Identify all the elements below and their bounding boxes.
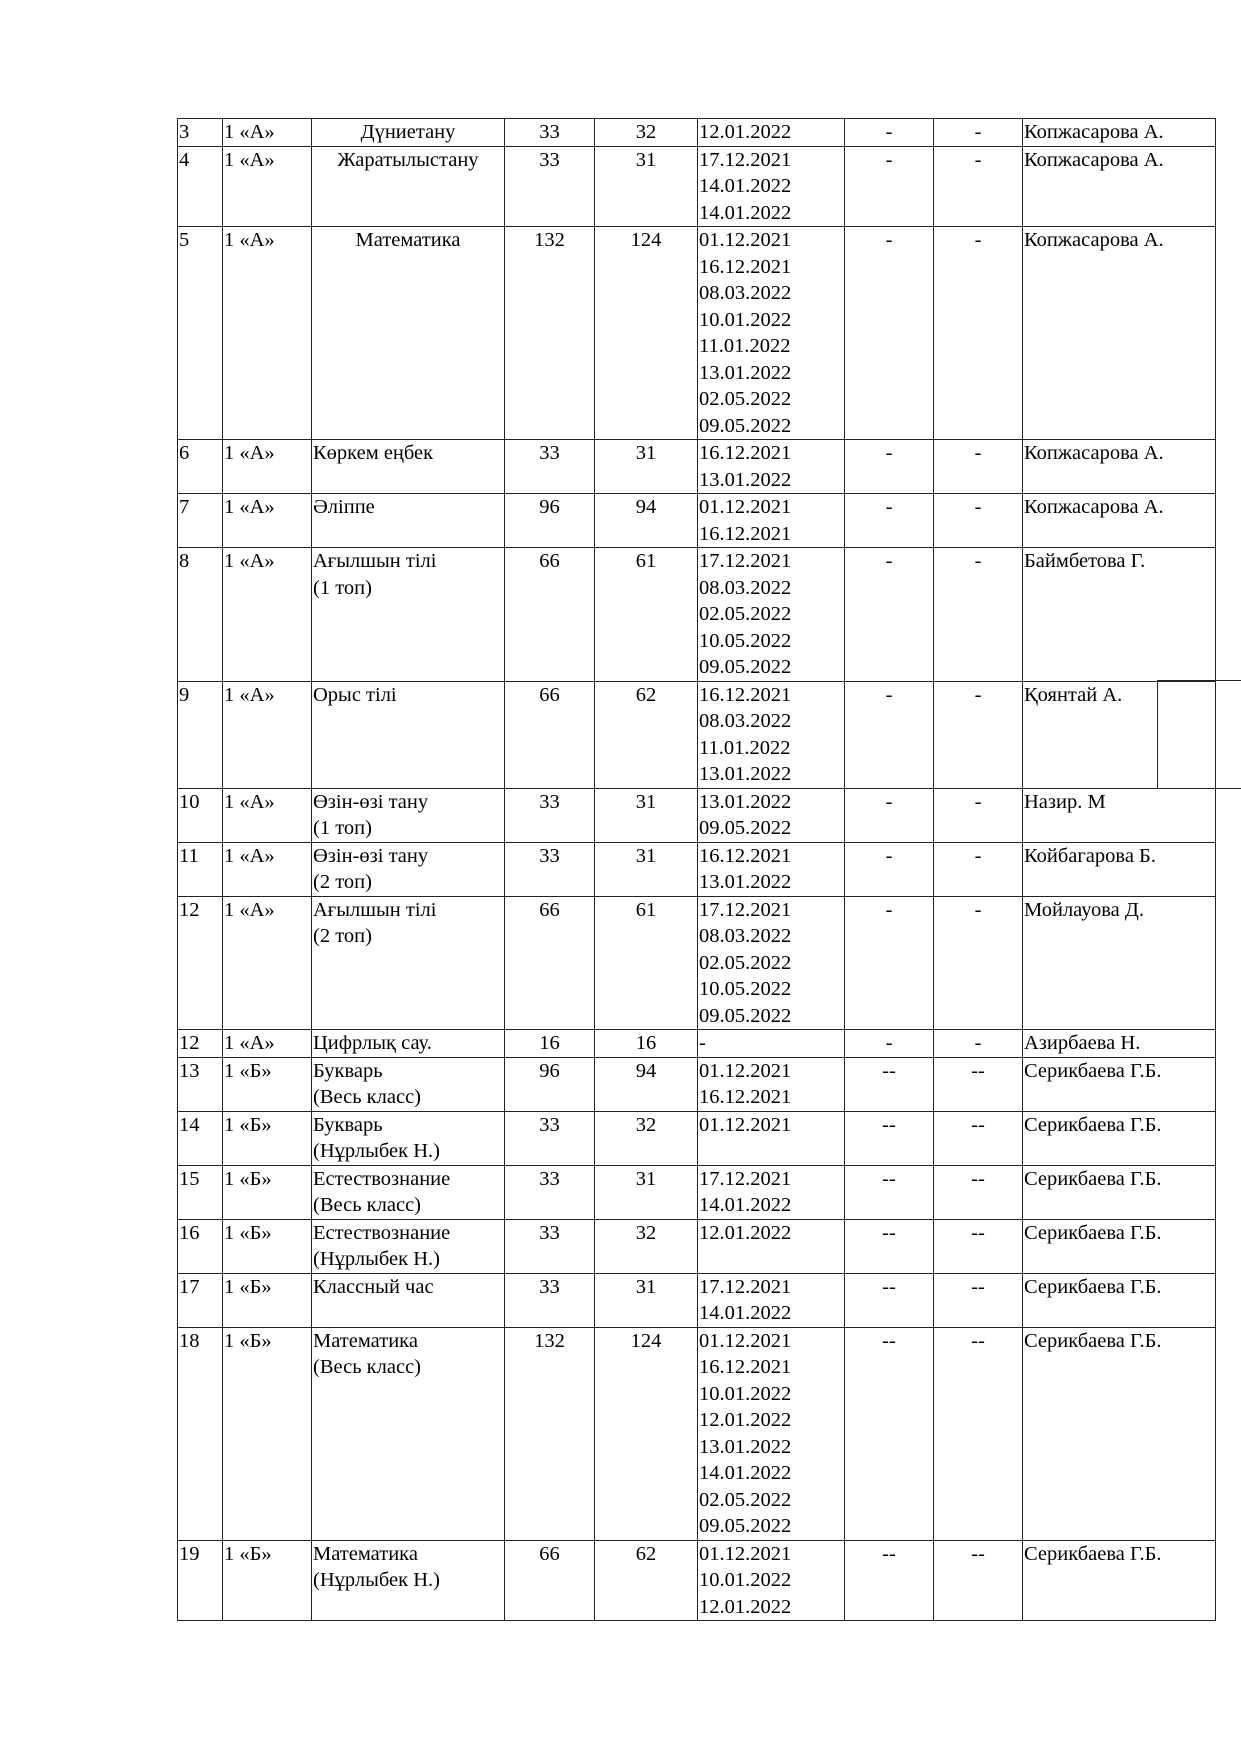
teacher-cell: Серикбаева Г.Б. [1023,1540,1216,1621]
actual-hours-cell: 31 [595,788,698,842]
dates-cell [698,1540,845,1621]
subject-cell-line: (1 топ) [313,817,372,839]
subject-cell-line: Ағылшын тілі [313,898,437,921]
table-row [178,1057,1216,1111]
dates-cell-line: 10.05.2022 [699,978,792,1000]
dates-cell [698,1165,845,1219]
planned-hours-cell: 66 [505,896,595,1030]
table-row [178,681,1216,788]
dates-cell-line: 16.12.2021 [699,1356,792,1378]
teacher-cell: Серикбаева Г.Б. [1023,1327,1216,1540]
dates-cell-line: 09.05.2022 [699,414,792,437]
row-number-cell: 14 [178,1111,223,1165]
subject-cell-line: (Нұрлыбек Н.) [313,1140,440,1162]
actual-hours-cell: 62 [595,1540,698,1621]
subject-cell [312,1057,505,1111]
table-row [178,1273,1216,1327]
class-cell: 1 «А» [223,681,312,788]
dates-cell [698,1111,845,1165]
subject-cell [312,146,505,227]
dates-cell [698,494,845,548]
actual-hours-cell: 31 [595,440,698,494]
actual-hours-cell: 62 [595,681,698,788]
subject-cell [312,1327,505,1540]
dash-cell: - [934,494,1023,548]
teacher-cell: Назир. М [1023,788,1216,842]
table-row [178,842,1216,896]
row-number-cell: 12 [178,896,223,1030]
subject-cell-line: Естествознание [313,1167,451,1190]
planned-hours-cell: 96 [505,494,595,548]
dash-cell: -- [845,1327,934,1540]
dates-cell-line: 13.01.2022 [699,1435,792,1458]
dates-cell [698,1273,845,1327]
teacher-cell: Серикбаева Г.Б. [1023,1165,1216,1219]
dates-cell-line: 13.01.2022 [699,871,792,893]
actual-hours-cell: 31 [595,1165,698,1219]
actual-hours-cell: 61 [595,548,698,682]
dash-cell: -- [934,1219,1023,1273]
dash-cell: -- [845,1165,934,1219]
subject-cell-line: (Нұрлыбек Н.) [313,1248,440,1270]
table-row [178,788,1216,842]
row-number-cell: 16 [178,1219,223,1273]
dash-cell: -- [934,1111,1023,1165]
dates-cell-line: 14.01.2022 [699,201,792,224]
actual-hours-cell: 124 [595,227,698,440]
subject-cell-line: (2 топ) [313,871,372,893]
planned-hours-cell: 33 [505,119,595,147]
row-number-cell: 11 [178,842,223,896]
dash-cell: - [934,681,1023,788]
actual-hours-cell: 31 [595,1273,698,1327]
dash-cell: - [934,227,1023,440]
table-row [178,1030,1216,1058]
dates-cell-line: 08.03.2022 [699,576,792,599]
dates-cell-line: 13.01.2022 [699,468,792,491]
class-cell: 1 «А» [223,842,312,896]
table-row [178,494,1216,548]
subject-cell-line: Ағылшын тілі [313,550,437,572]
row-number-cell: 7 [178,494,223,548]
dash-cell: - [845,494,934,548]
class-cell: 1 «А» [223,1030,312,1058]
teacher-cell: Копжасарова А. [1023,440,1216,494]
planned-hours-cell: 33 [505,1219,595,1273]
dates-cell [698,788,845,842]
dates-cell-line: 14.01.2022 [699,175,792,197]
row-number-cell: 17 [178,1273,223,1327]
dates-cell-line: 08.03.2022 [699,710,792,732]
dates-cell-line: 11.01.2022 [699,335,791,357]
table-row [178,1111,1216,1165]
row-number-cell: 5 [178,227,223,440]
dash-cell: -- [845,1111,934,1165]
actual-hours-cell: 31 [595,842,698,896]
dates-cell-line: 17.12.2021 [699,898,792,921]
row-number-cell: 8 [178,548,223,682]
row-number-cell: 18 [178,1327,223,1540]
dash-cell: -- [934,1273,1023,1327]
dates-cell-line: 09.05.2022 [699,1004,792,1027]
dash-cell: -- [845,1540,934,1621]
subject-cell [312,788,505,842]
dates-cell-line: 16.12.2021 [699,255,792,278]
dash-cell: - [845,119,934,147]
subject-cell-line: Математика [355,229,461,251]
dates-cell-line: 17.12.2021 [699,148,792,171]
actual-hours-cell: 31 [595,146,698,227]
table-row [178,1165,1216,1219]
teacher-cell: Мойлауова Д. [1023,896,1216,1030]
dash-cell: - [845,227,934,440]
row-number-cell: 13 [178,1057,223,1111]
dates-cell [698,227,845,440]
dates-cell-line: 16.12.2021 [699,522,792,545]
class-cell: 1 «А» [223,788,312,842]
dash-cell: - [934,1030,1023,1058]
stray-cell-border [1157,680,1241,789]
table-row [178,1219,1216,1273]
table-body [178,119,1216,1621]
dates-cell-line: 02.05.2022 [699,603,792,625]
dash-cell: - [934,896,1023,1030]
dates-cell-line: 01.12.2021 [699,496,792,518]
dates-cell-line: 12.01.2022 [699,1595,792,1618]
dates-cell [698,1030,845,1058]
dates-cell-line: 02.05.2022 [699,1488,792,1511]
class-cell: 1 «А» [223,494,312,548]
table-row [178,1540,1216,1621]
dates-cell [698,842,845,896]
class-cell: 1 «А» [223,896,312,1030]
dash-cell: - [845,896,934,1030]
table-row [178,896,1216,1030]
dates-cell [698,896,845,1030]
dash-cell: -- [845,1219,934,1273]
dash-cell: -- [934,1540,1023,1621]
dates-cell-line: 10.01.2022 [699,1382,792,1405]
dates-cell [698,146,845,227]
subject-cell [312,1165,505,1219]
dates-cell-line: 01.12.2021 [699,1542,792,1565]
dates-cell-line: 08.03.2022 [699,925,792,947]
dash-cell: - [934,119,1023,147]
dates-cell [698,548,845,682]
subject-cell [312,1111,505,1165]
subject-cell-line: Көркем еңбек [313,442,434,464]
dates-cell-line: 09.05.2022 [699,817,792,839]
dates-cell [698,440,845,494]
subject-cell [312,896,505,1030]
dash-cell: - [845,440,934,494]
dates-cell-line: 01.12.2021 [699,1059,792,1082]
subject-cell-line: Математика [313,1329,418,1352]
dates-cell-line: 14.01.2022 [699,1302,792,1324]
planned-hours-cell: 33 [505,842,595,896]
dates-cell-line: 13.01.2022 [699,361,792,384]
actual-hours-cell: 94 [595,494,698,548]
subject-cell-line: (Весь класс) [313,1194,421,1216]
subject-cell [312,440,505,494]
dash-cell: -- [845,1057,934,1111]
subject-cell-line: Өзін-өзі тану [313,844,429,867]
dates-cell-line: 10.05.2022 [699,629,792,652]
dates-cell-line: 12.01.2022 [699,1409,792,1431]
row-number-cell: 19 [178,1540,223,1621]
dates-cell-line: 12.01.2022 [699,121,792,143]
dates-cell-line: 09.05.2022 [699,656,792,678]
subject-cell [312,1540,505,1621]
class-cell: 1 «Б» [223,1327,312,1540]
dates-cell-line: 13.01.2022 [699,790,792,813]
planned-hours-cell: 16 [505,1030,595,1058]
subject-cell-line: (Нұрлыбек Н.) [313,1569,440,1591]
dash-cell: -- [934,1165,1023,1219]
dates-cell-line: 16.12.2021 [699,1086,792,1108]
class-cell: 1 «Б» [223,1057,312,1111]
planned-hours-cell: 66 [505,681,595,788]
subject-cell-line: (Весь класс) [313,1356,421,1378]
dates-cell-line: 08.03.2022 [699,282,792,304]
dash-cell: - [934,842,1023,896]
subject-cell-line: Әліппе [313,496,375,518]
subject-cell [312,681,505,788]
subject-cell-line: Классный час [313,1275,434,1298]
row-number-cell: 10 [178,788,223,842]
subject-cell [312,1273,505,1327]
dates-cell-line: 17.12.2021 [699,1167,792,1190]
dates-cell-line: 16.12.2021 [699,683,792,706]
dates-cell-line: 02.05.2022 [699,951,792,974]
teacher-cell: Баймбетова Г. [1023,548,1216,682]
teacher-cell: Копжасарова А. [1023,119,1216,147]
class-cell: 1 «Б» [223,1273,312,1327]
planned-hours-cell: 96 [505,1057,595,1111]
table-row [178,119,1216,147]
dates-cell-line: 01.12.2021 [699,1113,792,1136]
dates-cell-line: 14.01.2022 [699,1194,792,1216]
actual-hours-cell: 61 [595,896,698,1030]
dates-cell-line: 09.05.2022 [699,1515,792,1537]
class-cell: 1 «А» [223,119,312,147]
planned-hours-cell: 33 [505,1273,595,1327]
row-number-cell: 4 [178,146,223,227]
teacher-cell: Серикбаева Г.Б. [1023,1111,1216,1165]
class-cell: 1 «А» [223,548,312,682]
class-cell: 1 «А» [223,146,312,227]
subject-cell-line: Естествознание [313,1221,451,1244]
dash-cell: -- [845,1273,934,1327]
subject-cell-line: Жаратылыстану [337,148,479,171]
row-number-cell: 9 [178,681,223,788]
table-row [178,440,1216,494]
dates-cell-line: 12.01.2022 [699,1221,792,1244]
subject-cell-line: (2 топ) [313,925,372,947]
actual-hours-cell: 94 [595,1057,698,1111]
row-number-cell: 6 [178,440,223,494]
class-cell: 1 «Б» [223,1111,312,1165]
lesson-report-table [177,118,1216,1621]
teacher-cell: Азирбаева Н. [1023,1030,1216,1058]
dash-cell: - [845,146,934,227]
dates-cell-line: 14.01.2022 [699,1462,792,1484]
actual-hours-cell: 124 [595,1327,698,1540]
dates-cell [698,119,845,147]
class-cell: 1 «А» [223,227,312,440]
row-number-cell: 3 [178,119,223,147]
subject-cell-line: Математика [313,1542,418,1565]
dates-cell-line: 13.01.2022 [699,763,792,785]
dates-cell-line: 10.01.2022 [699,308,792,331]
dash-cell: - [934,788,1023,842]
dash-cell: - [934,440,1023,494]
dates-cell [698,681,845,788]
planned-hours-cell: 33 [505,1111,595,1165]
planned-hours-cell: 66 [505,1540,595,1621]
dates-cell-line: 01.12.2021 [699,229,792,251]
table-row [178,548,1216,682]
teacher-cell: Копжасарова А. [1023,227,1216,440]
dates-cell-line: 16.12.2021 [699,844,792,867]
dates-cell [698,1219,845,1273]
teacher-cell: Копжасарова А. [1023,146,1216,227]
actual-hours-cell: 32 [595,1111,698,1165]
planned-hours-cell: 33 [505,146,595,227]
subject-cell [312,1030,505,1058]
dates-cell-line: - [699,1032,706,1054]
subject-cell-line: (1 топ) [313,576,372,599]
subject-cell [312,548,505,682]
planned-hours-cell: 33 [505,440,595,494]
subject-cell [312,1219,505,1273]
teacher-cell: Койбагарова Б. [1023,842,1216,896]
dates-cell-line: 02.05.2022 [699,388,792,410]
subject-cell [312,119,505,147]
planned-hours-cell: 132 [505,227,595,440]
subject-cell-line: Орыс тілі [313,683,397,706]
planned-hours-cell: 33 [505,1165,595,1219]
teacher-cell: Серикбаева Г.Б. [1023,1057,1216,1111]
subject-cell [312,842,505,896]
subject-cell-line: (Весь класс) [313,1086,421,1108]
subject-cell-line: Өзін-өзі тану [313,790,429,813]
teacher-cell: Серикбаева Г.Б. [1023,1273,1216,1327]
table-row [178,146,1216,227]
subject-cell [312,494,505,548]
dates-cell [698,1057,845,1111]
dates-cell-line: 16.12.2021 [699,442,792,464]
dates-cell [698,1327,845,1540]
dates-cell-line: 17.12.2021 [699,1275,792,1298]
dash-cell: - [845,788,934,842]
row-number-cell: 12 [178,1030,223,1058]
teacher-cell: Серикбаева Г.Б. [1023,1219,1216,1273]
dates-cell-line: 11.01.2022 [699,736,791,759]
row-number-cell: 15 [178,1165,223,1219]
dash-cell: - [845,681,934,788]
class-cell: 1 «Б» [223,1165,312,1219]
dash-cell: - [934,146,1023,227]
dash-cell: - [845,842,934,896]
table-row [178,1327,1216,1540]
dates-cell-line: 10.01.2022 [699,1569,792,1591]
planned-hours-cell: 33 [505,788,595,842]
subject-cell-line: Дүниетану [360,121,456,143]
subject-cell-line: Букварь [313,1059,383,1082]
teacher-cell: Қоянтай А. [1023,681,1216,788]
actual-hours-cell: 16 [595,1030,698,1058]
subject-cell-line: Цифрлық сау. [313,1032,432,1054]
planned-hours-cell: 66 [505,548,595,682]
teacher-cell: Копжасарова А. [1023,494,1216,548]
class-cell: 1 «Б» [223,1540,312,1621]
class-cell: 1 «А» [223,440,312,494]
dash-cell: - [934,548,1023,682]
table-row [178,227,1216,440]
class-cell: 1 «Б» [223,1219,312,1273]
dates-cell-line: 01.12.2021 [699,1329,792,1352]
dash-cell: - [845,548,934,682]
planned-hours-cell: 132 [505,1327,595,1540]
dash-cell: -- [934,1057,1023,1111]
subject-cell-line: Букварь [313,1113,383,1136]
actual-hours-cell: 32 [595,119,698,147]
dash-cell: - [845,1030,934,1058]
dates-cell-line: 17.12.2021 [699,550,792,572]
subject-cell [312,227,505,440]
dash-cell: -- [934,1327,1023,1540]
actual-hours-cell: 32 [595,1219,698,1273]
